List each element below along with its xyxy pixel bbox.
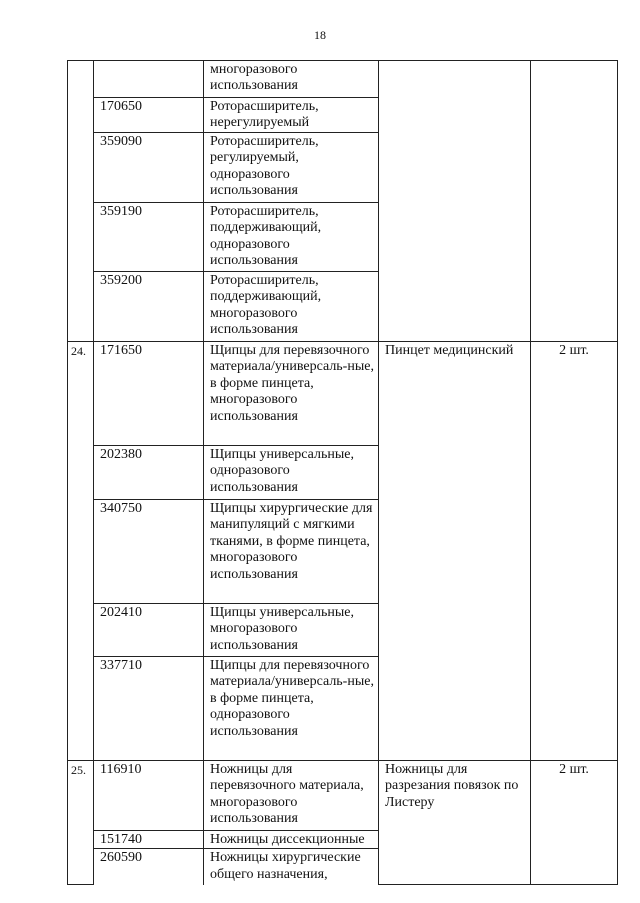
equipment-cell: Ножницы для разрезания повязок по Листеру — [379, 761, 531, 885]
code-cell: 116910 — [94, 761, 204, 831]
name-cell: Щипцы универсальные, многоразового использования — [204, 604, 379, 657]
name-cell: Щипцы для перевязочного материала/универсаль-ные, в форме пинцета, многоразового использования — [204, 342, 379, 446]
name-cell: Ножницы для перевязочного материала, многоразового использования — [204, 761, 379, 831]
equipment-table — [67, 60, 618, 885]
table-row — [68, 61, 618, 98]
name-cell: Роторасширитель, поддерживающий, одноразового использования — [204, 203, 379, 272]
name-cell: Щипцы универсальные, одноразового использования — [204, 446, 379, 500]
code-cell: 337710 — [94, 657, 204, 761]
equipment-cell — [379, 61, 531, 342]
quantity-cell: 2 шт. — [531, 761, 618, 885]
name-cell: многоразового использования — [204, 61, 379, 98]
quantity-cell — [531, 61, 618, 342]
code-cell: 202380 — [94, 446, 204, 500]
name-cell: Роторасширитель, поддерживающий, многоразового использования — [204, 272, 379, 342]
name-cell: Ножницы диссекционные — [204, 831, 379, 849]
code-cell: 171650 — [94, 342, 204, 446]
code-cell: 170650 — [94, 98, 204, 133]
name-cell: Ножницы хирургические общего назначения, — [204, 849, 379, 885]
name-cell: Роторасширитель, регулируемый, одноразового использования — [204, 133, 379, 203]
code-cell: 340750 — [94, 500, 204, 604]
code-cell: 260590 — [94, 849, 204, 885]
item-number-cell: 25. — [68, 761, 94, 885]
code-cell: 359200 — [94, 272, 204, 342]
name-cell: Роторасширитель, нерегулируемый — [204, 98, 379, 133]
code-cell: 151740 — [94, 831, 204, 849]
table-row — [68, 342, 618, 446]
code-cell — [94, 61, 204, 98]
item-number-cell — [68, 61, 94, 342]
equipment-cell: Пинцет медицинский — [379, 342, 531, 761]
code-cell: 359090 — [94, 133, 204, 203]
item-number-cell: 24. — [68, 342, 94, 761]
code-cell: 202410 — [94, 604, 204, 657]
table-row — [68, 761, 618, 831]
name-cell: Щипцы хирургические для манипуляций с мягкими тканями, в форме пинцета, многоразового использования — [204, 500, 379, 604]
code-cell: 359190 — [94, 203, 204, 272]
page-number: 18 — [314, 28, 326, 42]
quantity-cell: 2 шт. — [531, 342, 618, 761]
name-cell: Щипцы для перевязочного материала/универсаль-ные, в форме пинцета, одноразового использования — [204, 657, 379, 761]
